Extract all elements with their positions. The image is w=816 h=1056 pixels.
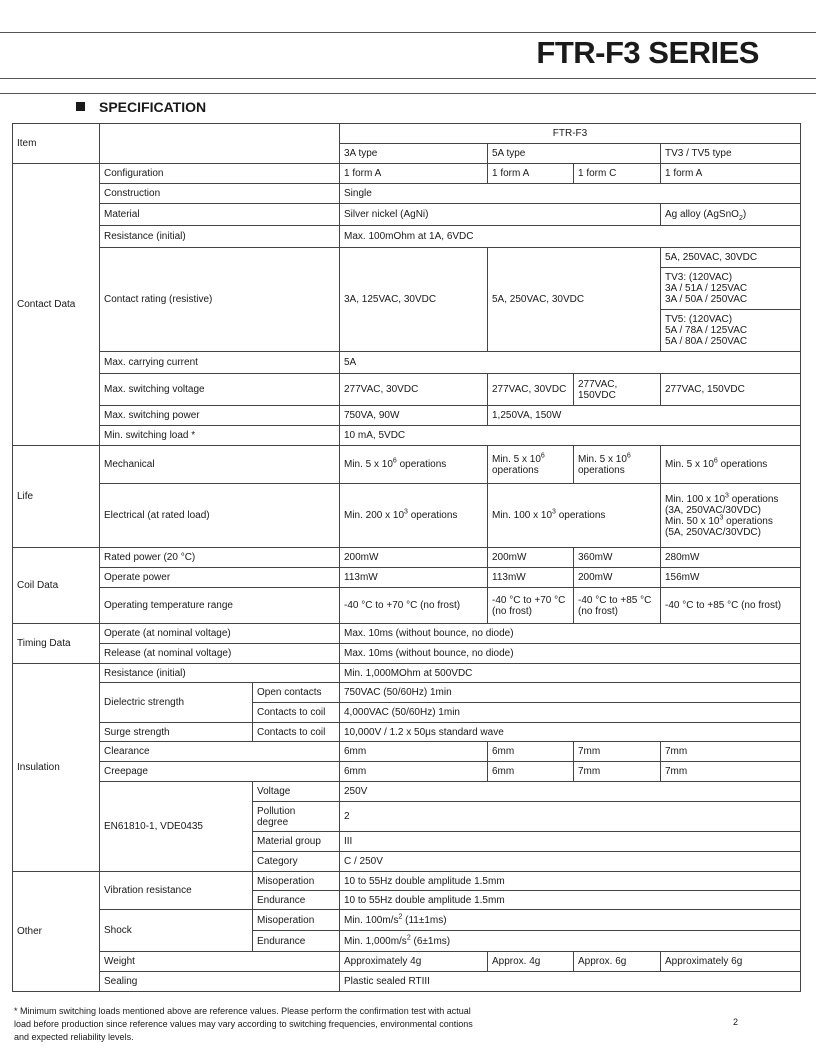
creepage-3a: 6mm <box>340 762 488 782</box>
rated-power-3a: 200mW <box>340 548 488 568</box>
clearance-5a-a: 6mm <box>488 742 574 762</box>
electrical-5a: Min. 100 x $10^3$ operations <box>488 484 661 548</box>
col-5a-header: 5A type <box>488 144 661 164</box>
max-carrying-label: Max. carrying current <box>100 352 340 374</box>
category-life: Life <box>13 446 100 548</box>
rated-power-5a-c: 360mW <box>574 548 661 568</box>
shock-misop-label: Misoperation <box>253 910 340 931</box>
clearance-3a: 6mm <box>340 742 488 762</box>
rated-power-tv: 280mW <box>661 548 801 568</box>
section-heading <box>76 99 206 115</box>
vibration-misop-value: 10 to 55Hz double amplitude 1.5mm <box>340 872 801 891</box>
surge-sub-label: Contacts to coil <box>253 723 340 742</box>
specification-table <box>12 123 801 992</box>
contact-rating-5a: 5A, 250VAC, 30VDC <box>488 248 661 352</box>
construction-label: Construction <box>100 184 340 204</box>
en-material-group-label: Material group <box>253 832 340 852</box>
operate-power-5a-a: 113mW <box>488 568 574 588</box>
vibration-label: Vibration resistance <box>100 872 253 910</box>
material-label: Material <box>100 204 340 226</box>
weight-3a: Approximately 4g <box>340 952 488 972</box>
max-sw-voltage-5a-a: 277VAC, 30VDC <box>488 374 574 406</box>
surge-label: Surge strength <box>100 723 253 742</box>
op-temp-label: Operating temperature range <box>100 588 340 624</box>
category-timing-data: Timing Data <box>13 624 100 664</box>
release-value: Max. 10ms (without bounce, no diode) <box>340 644 801 664</box>
shock-misop-value: Min. $100m/s^2$ (11±1ms) <box>340 910 801 931</box>
ftr-f3-header: FTR-F3 <box>340 124 801 144</box>
en-voltage-label: Voltage <box>253 782 340 802</box>
op-temp-5a-a: -40 °C to +70 °C (no frost) <box>488 588 574 624</box>
series-title: FTR-F3 SERIES <box>536 35 759 70</box>
footnote: * Minimum switching loads mentioned above are reference values. Please perform the confirmation test with actual load before production since reference values may vary according to switching frequencies, environmental contions and expected reliability levels. <box>14 1006 473 1042</box>
max-carrying-value: 5A <box>340 352 801 374</box>
contact-rating-tv-1: 5A, 250VAC, 30VDC <box>661 248 801 268</box>
configuration-3a: 1 form A <box>340 164 488 184</box>
resistance-label: Resistance (initial) <box>100 226 340 248</box>
col-3a-header: 3A type <box>340 144 488 164</box>
op-temp-tv: -40 °C to +85 °C (no frost) <box>661 588 801 624</box>
square-bullet-icon <box>76 102 85 111</box>
max-sw-power-label: Max. switching power <box>100 406 340 426</box>
mechanical-5a-a: Min. 5 x $10^6$ operations <box>488 446 574 484</box>
contact-rating-3a: 3A, 125VAC, 30VDC <box>340 248 488 352</box>
section-title: SPECIFICATION <box>99 99 207 115</box>
en-voltage-value: 250V <box>340 782 801 802</box>
item-header-blank <box>100 124 340 164</box>
mechanical-label: Mechanical <box>100 446 340 484</box>
material-value: Silver nickel (AgNi) <box>340 204 661 226</box>
contact-rating-tv3: TV3: (120VAC) 3A / 51A / 125VAC 3A / 50A / 250VAC <box>661 268 801 310</box>
dielectric-coil-label: Contacts to coil <box>253 703 340 723</box>
en-pollution-value: 2 <box>340 802 801 832</box>
category-contact-data: Contact Data <box>13 164 100 446</box>
creepage-tv: 7mm <box>661 762 801 782</box>
operate-power-label: Operate power <box>100 568 340 588</box>
electrical-3a: Min. 200 x $10^3$ operations <box>340 484 488 548</box>
item-header: Item <box>13 124 100 164</box>
op-temp-3a: -40 °C to +70 °C (no frost) <box>340 588 488 624</box>
max-sw-power-3a: 750VA, 90W <box>340 406 488 426</box>
category-insulation: Insulation <box>13 664 100 872</box>
title-rule <box>0 78 816 79</box>
creepage-5a-c: 7mm <box>574 762 661 782</box>
col-tv-header: TV3 / TV5 type <box>661 144 801 164</box>
weight-label: Weight <box>100 952 340 972</box>
operate-label: Operate (at nominal voltage) <box>100 624 340 644</box>
min-sw-load-value: 10 mA, 5VDC <box>340 426 801 446</box>
operate-power-5a-c: 200mW <box>574 568 661 588</box>
operate-power-3a: 113mW <box>340 568 488 588</box>
clearance-label: Clearance <box>100 742 340 762</box>
top-rule <box>0 32 816 33</box>
category-other: Other <box>13 872 100 992</box>
en-material-group-value: III <box>340 832 801 852</box>
max-sw-power-5a: 1,250VA, 150W <box>488 406 801 426</box>
vibration-endur-value: 10 to 55Hz double amplitude 1.5mm <box>340 891 801 910</box>
ins-resistance-value: Min. 1,000MOhm at 500VDC <box>340 664 801 683</box>
vibration-misop-label: Misoperation <box>253 872 340 891</box>
weight-tv: Approximately 6g <box>661 952 801 972</box>
resistance-value: Max. 100mOhm at 1A, 6VDC <box>340 226 801 248</box>
operate-power-tv: 156mW <box>661 568 801 588</box>
creepage-label: Creepage <box>100 762 340 782</box>
op-temp-5a-c: -40 °C to +85 °C (no frost) <box>574 588 661 624</box>
vibration-endur-label: Endurance <box>253 891 340 910</box>
mechanical-tv: Min. 5 x $10^6$ operations <box>661 446 801 484</box>
en-category-label: Category <box>253 852 340 872</box>
max-sw-voltage-5a-c: 277VAC, 150VDC <box>574 374 661 406</box>
mechanical-5a-c: Min. 5 x $10^6$ operations <box>574 446 661 484</box>
release-label: Release (at nominal voltage) <box>100 644 340 664</box>
surge-value: 10,000V / 1.2 x 50μs standard wave <box>340 723 801 742</box>
header-bottom-rule <box>0 93 816 94</box>
shock-endur-label: Endurance <box>253 931 340 952</box>
ins-resistance-label: Resistance (initial) <box>100 664 340 683</box>
clearance-5a-c: 7mm <box>574 742 661 762</box>
electrical-label: Electrical (at rated load) <box>100 484 340 548</box>
max-sw-voltage-label: Max. switching voltage <box>100 374 340 406</box>
contact-rating-tv5: TV5: (120VAC) 5A / 78A / 125VAC 5A / 80A / 250VAC <box>661 310 801 352</box>
en-category-value: C / 250V <box>340 852 801 872</box>
material-tv: Ag alloy (AgSnO$_2$) <box>661 204 801 226</box>
page-number: 2 <box>733 1017 739 1027</box>
mechanical-3a: Min. 5 x $10^6$ operations <box>340 446 488 484</box>
operate-value: Max. 10ms (without bounce, no diode) <box>340 624 801 644</box>
sealing-value: Plastic sealed RTIII <box>340 972 801 992</box>
shock-label: Shock <box>100 910 253 952</box>
dielectric-label: Dielectric strength <box>100 683 253 723</box>
max-sw-voltage-tv: 277VAC, 150VDC <box>661 374 801 406</box>
sealing-label: Sealing <box>100 972 340 992</box>
clearance-tv: 7mm <box>661 742 801 762</box>
dielectric-coil-value: 4,000VAC (50/60Hz) 1min <box>340 703 801 723</box>
construction-value: Single <box>340 184 801 204</box>
configuration-5a-c: 1 form C <box>574 164 661 184</box>
rated-power-5a-a: 200mW <box>488 548 574 568</box>
electrical-tv: Min. 100 x $10^3$ operations (3A, 250VAC/30VDC) Min. 50 x $10^3$ operations (5A, 250VAC/30VDC) <box>661 484 801 548</box>
creepage-5a-a: 6mm <box>488 762 574 782</box>
dielectric-open-value: 750VAC (50/60Hz) 1min <box>340 683 801 703</box>
shock-endur-value: Min. $1,000m/s^2$ (6±1ms) <box>340 931 801 952</box>
en-standard-label: EN61810-1, VDE0435 <box>100 782 253 872</box>
weight-5a-c: Approx. 6g <box>574 952 661 972</box>
rated-power-label: Rated power (20 °C) <box>100 548 340 568</box>
min-sw-load-label: Min. switching load * <box>100 426 340 446</box>
dielectric-open-label: Open contacts <box>253 683 340 703</box>
category-coil-data: Coil Data <box>13 548 100 624</box>
configuration-tv: 1 form A <box>661 164 801 184</box>
en-pollution-label: Pollution degree <box>253 802 340 832</box>
max-sw-voltage-3a: 277VAC, 30VDC <box>340 374 488 406</box>
configuration-label: Configuration <box>100 164 340 184</box>
contact-rating-label: Contact rating (resistive) <box>100 248 340 352</box>
weight-5a-a: Approx. 4g <box>488 952 574 972</box>
configuration-5a-a: 1 form A <box>488 164 574 184</box>
